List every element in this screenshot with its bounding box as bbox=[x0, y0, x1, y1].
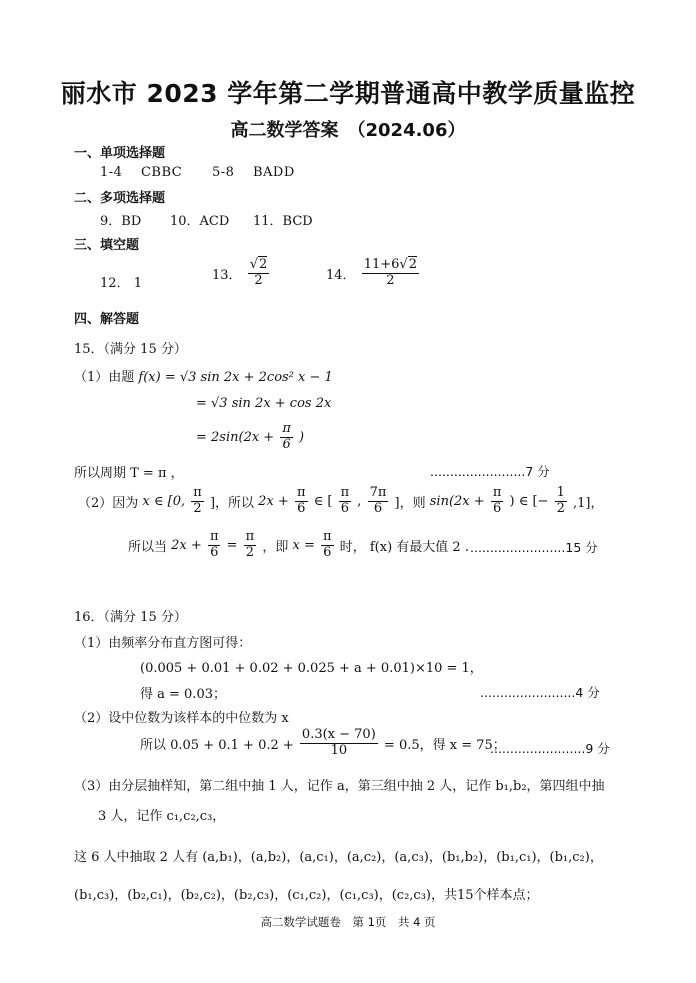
frac-pi-6d-den: 6 bbox=[210, 544, 219, 560]
frac-pi-2b-den: 2 bbox=[245, 544, 255, 560]
frac-pi-2 bbox=[191, 486, 204, 517]
q15-p3-d: ，即 bbox=[262, 539, 289, 555]
q14-label: 14． bbox=[326, 267, 356, 283]
q14-numerator-a: 11+6 bbox=[363, 257, 400, 272]
q16-eq3-b: = 0.5，得 x = 75； bbox=[383, 737, 506, 753]
q15-eq3-a: = 2sin(2x + bbox=[196, 429, 275, 445]
q13-denominator: 2 bbox=[254, 272, 263, 288]
q15-part2-line bbox=[78, 486, 603, 517]
q15-part2-conclusion bbox=[128, 530, 469, 561]
q16-eq2: 得 a = 0.03； bbox=[140, 687, 226, 702]
q16-part3-line1: （3）由分层抽样知，第二组中抽 1 人，记作 a，第三组中抽 2 人，记作 b₁,b₂，第四组中抽 bbox=[74, 779, 605, 794]
q15-p2-f: , bbox=[357, 493, 362, 509]
q15-p3-e: x = bbox=[292, 537, 315, 553]
q15-p3-g: f(x) 有最大值 2 . bbox=[369, 539, 469, 555]
frac-pi-6e-num: π bbox=[323, 529, 332, 544]
page-title: 丽水市 2023 学年第二学期普通高中教学质量监控 bbox=[60, 79, 636, 108]
frac-pi-6c bbox=[491, 486, 504, 517]
q14-denominator: 2 bbox=[386, 272, 395, 288]
q16-eq3-den: 10 bbox=[330, 742, 348, 758]
page-subtitle: 高二数学答案 （2024.06） bbox=[230, 120, 466, 141]
q15-score2: ........................15 分 bbox=[470, 540, 598, 555]
q15-p3-a: 所以当 bbox=[128, 539, 168, 555]
q15-eq3-six: 6 bbox=[282, 436, 291, 452]
q15-eq-line3 bbox=[196, 422, 304, 453]
q16-part3-line2: 3 人，记作 c₁,c₂,c₃， bbox=[98, 809, 226, 824]
frac-pi-6b bbox=[339, 486, 352, 517]
frac-pi-6e bbox=[321, 530, 334, 561]
answer-q10: 10．ACD bbox=[170, 214, 230, 229]
frac-7pi-6 bbox=[368, 486, 389, 517]
range-5-8: 5-8 bbox=[212, 165, 235, 180]
frac-1-2-num: 1 bbox=[556, 485, 565, 500]
answers-5-8: BADD bbox=[252, 165, 295, 180]
q16-pairs-line1: 这 6 人中抽取 2 人有 (a,b₁)，(a,b₂)，(a,c₁)，(a,c₂)，(a,c₃)，(b₁,b₂)，(b₁,c₁)，(b₁,c₂)， bbox=[74, 850, 603, 865]
answer-q11: 11．BCD bbox=[253, 214, 313, 229]
q16-score2: ........................9 分 bbox=[490, 741, 610, 756]
q15-p2-a: （2）因为 bbox=[78, 495, 139, 511]
q15-p1-label: （1）由题 bbox=[74, 370, 135, 385]
section-multi-choice: 二、多项选择题 bbox=[74, 191, 166, 206]
frac-pi-6c-den: 6 bbox=[492, 500, 502, 516]
q14-fraction: $\frac{11+6√2}{2}$ bbox=[363, 257, 417, 288]
q12-value: 1 bbox=[133, 276, 142, 291]
q14-numerator-b: 2 bbox=[408, 257, 417, 272]
single-choice-row-2 bbox=[212, 165, 295, 180]
answer-q9: 9．BD bbox=[100, 214, 142, 229]
q15-p3-c: = bbox=[226, 537, 238, 553]
q15-eq3-frac bbox=[280, 422, 293, 453]
q15-p2-e: ∈ [ bbox=[313, 493, 333, 509]
frac-pi-2b bbox=[244, 530, 257, 561]
frac-pi-6a-num: π bbox=[296, 485, 306, 500]
frac-pi-2b-num: π bbox=[245, 529, 255, 544]
q15-p3-b: 2x + bbox=[171, 537, 202, 553]
frac-pi-6c-num: π bbox=[492, 485, 502, 500]
q13-label: 13． bbox=[212, 267, 242, 283]
q15-p2-j: ,1]， bbox=[573, 495, 604, 511]
q15-period: 所以周期 T = π ， bbox=[74, 466, 184, 481]
q16-eq3 bbox=[140, 728, 506, 759]
answer-q12 bbox=[100, 272, 142, 291]
page-footer: 高二数学试题卷 第 1页 共 4 页 bbox=[260, 915, 436, 929]
frac-pi-6e-den: 6 bbox=[323, 544, 332, 560]
section-single-choice: 一、单项选择题 bbox=[74, 146, 166, 161]
q13-numerator: 2 bbox=[258, 257, 268, 272]
q15-header: 15．（满分 15 分） bbox=[74, 342, 187, 357]
q16-eq1: (0.005 + 0.01 + 0.02 + 0.025 + a + 0.01)×10 = 1， bbox=[140, 661, 483, 676]
q15-p2-b: x ∈ [0, bbox=[142, 493, 186, 509]
q15-p2-h: sin(2x + bbox=[429, 493, 485, 509]
q12-label: 12． bbox=[100, 276, 130, 291]
frac-pi-6b-num: π bbox=[340, 485, 350, 500]
frac-pi-6a-den: 6 bbox=[297, 500, 306, 516]
q16-header: 16．（满分 15 分） bbox=[74, 610, 187, 625]
frac-pi-2-num: π bbox=[193, 485, 202, 500]
q16-eq3-a: 所以 0.05 + 0.1 + 0.2 + bbox=[140, 737, 294, 753]
section-fill-blank: 三、填空题 bbox=[74, 238, 140, 253]
q15-p2-d: 2x + bbox=[258, 493, 289, 509]
q16-score1: ........................4 分 bbox=[480, 685, 600, 700]
section-solutions: 四、解答题 bbox=[74, 312, 140, 327]
range-1-4: 1-4 bbox=[100, 165, 123, 180]
frac-pi-6a bbox=[295, 486, 308, 517]
q13-fraction: $\frac{√2}{2}$ bbox=[249, 257, 268, 288]
q15-p2-c: ]，所以 bbox=[209, 495, 255, 511]
answers-1-4: CBBC bbox=[140, 165, 183, 180]
q15-eq-line1: f(x) = √3 sin 2x + 2cos² x − 1 bbox=[138, 370, 333, 385]
q15-score1: ........................7 分 bbox=[430, 464, 550, 479]
q16-part2: （2）设中位数为该样本的中位数为 x bbox=[74, 711, 289, 726]
answer-q13 bbox=[212, 258, 271, 289]
q16-part1: （1）由频率分布直方图可得： bbox=[74, 636, 252, 651]
frac-1-2 bbox=[555, 486, 567, 517]
frac-7pi-6-den: 6 bbox=[373, 500, 383, 516]
answer-q14 bbox=[326, 258, 421, 289]
q15-p2-i: ) ∈ [− bbox=[509, 493, 549, 509]
q15-p3-f: 时， bbox=[339, 539, 366, 555]
q15-eq3-pi: π bbox=[282, 421, 291, 436]
q15-eq3-b: ) bbox=[299, 429, 305, 445]
frac-1-2-den: 2 bbox=[556, 500, 565, 516]
frac-pi-6d-num: π bbox=[209, 529, 219, 544]
q15-p2-g: ]，则 bbox=[394, 495, 426, 511]
frac-pi-2-den: 2 bbox=[193, 500, 202, 516]
q16-eq3-num: 0.3(x − 70) bbox=[301, 727, 376, 742]
single-choice-row bbox=[100, 165, 182, 180]
q15-part1-line1 bbox=[74, 366, 333, 385]
q16-eq3-frac bbox=[300, 728, 378, 759]
q16-pairs-line2: (b₁,c₃)，(b₂,c₁)，(b₂,c₂)，(b₂,c₃)，(c₁,c₂)，(c₁,c₃)，(c₂,c₃)，共15个样本点； bbox=[74, 888, 539, 903]
frac-pi-6b-den: 6 bbox=[340, 500, 350, 516]
frac-pi-6d bbox=[208, 530, 221, 561]
frac-7pi-6-num: 7π bbox=[369, 485, 387, 500]
q15-eq-line2: = √3 sin 2x + cos 2x bbox=[196, 396, 332, 411]
